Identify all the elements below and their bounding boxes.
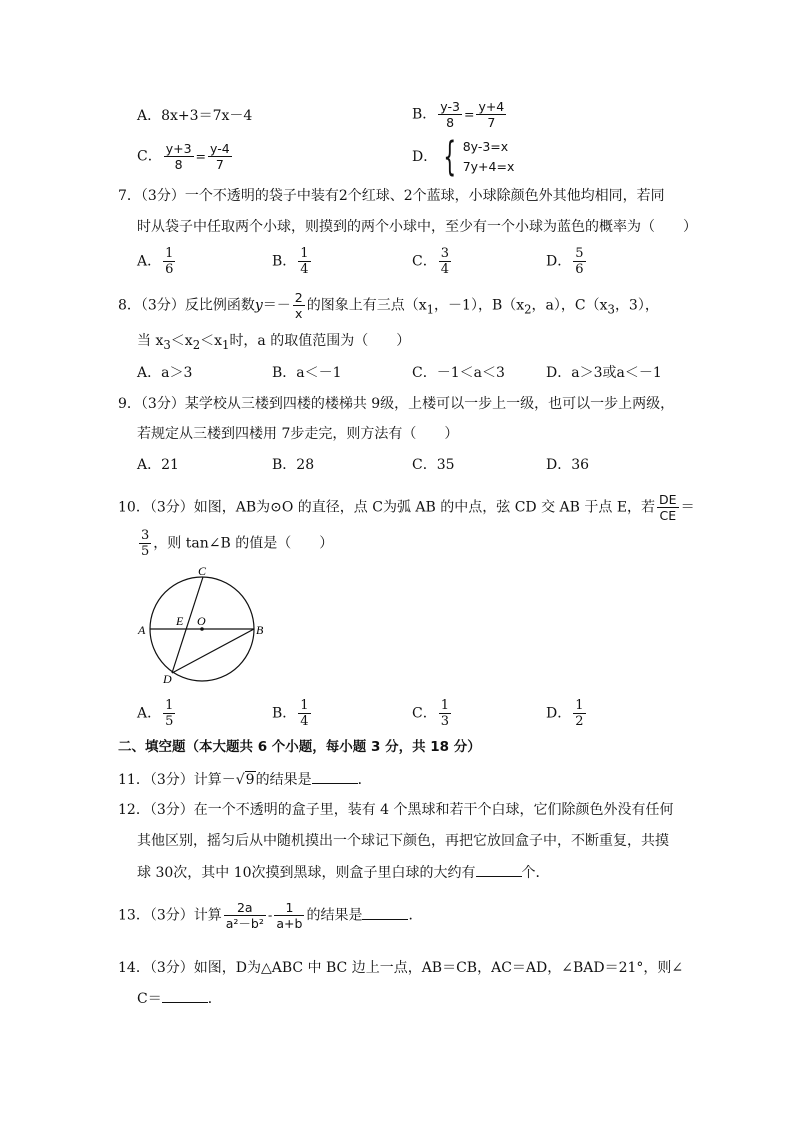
q14-line1: 14．（3分）如图，D为△ABC 中 BC 边上一点，AB＝CB，AC＝AD，∠BAD＝21°，则∠	[118, 960, 684, 976]
q10-line2: $\frac{3}{5}$ ，则 tan∠B 的值是（ ）	[141, 528, 334, 559]
fraction: $\frac{3}{5}$	[141, 528, 150, 559]
q9-option-c: C．35	[412, 457, 455, 473]
label-b: B	[256, 623, 264, 637]
q8-option-d: D．a＞3或a＜－1	[546, 365, 662, 381]
q8-option-a: A．a＞3	[137, 365, 193, 381]
q7-line2: 时从袋子中任取两个小球，则摸到的两个小球中，至少有一个小球为蓝色的概率为（ ）	[137, 219, 697, 235]
sqrt-radicand: 9	[245, 772, 255, 788]
fraction: $\frac{2}{x}$	[294, 290, 303, 321]
fraction: $\frac{1}{2}$	[575, 698, 584, 729]
answer-blank	[162, 988, 208, 1003]
label-o: O	[197, 614, 206, 628]
answer-blank	[476, 862, 522, 877]
answer-blank	[362, 905, 408, 920]
fraction: $\frac{y+3}{8}$	[165, 141, 192, 172]
q9-option-d: D．36	[546, 457, 590, 473]
q7-option-d: D． $\frac{5}{6}$	[546, 246, 584, 277]
fraction: $\frac{1}{4}$	[300, 246, 309, 277]
q6-option-c: C． $\frac{y+3}{8}$ = $\frac{y-4}{7}$	[137, 141, 230, 172]
q12-line2: 其他区别，摇匀后从中随机摸出一个球记下颜色，再把它放回盒子中，不断重复，共摸	[137, 833, 669, 849]
q10-line1: 10．（3分）如图，AB为⊙O 的直径，点 C为弧 AB 的中点，弦 CD 交 AB 于点 E，若 $\frac{DE}{CE}$ ＝	[118, 492, 695, 523]
q6-option-a: A．8x+3＝7x－4	[137, 108, 253, 124]
q7-option-a: A． $\frac{1}{6}$	[137, 246, 174, 277]
fraction: $\frac{1}{4}$	[300, 698, 309, 729]
fraction: $\frac{y+4}{7}$	[478, 99, 505, 130]
q9-option-a: A．21	[137, 457, 179, 473]
q10-option-c: C． $\frac{1}{3}$	[412, 698, 449, 729]
fraction: $\frac{1}{6}$	[165, 246, 174, 277]
label-a: A	[138, 623, 146, 637]
answer-blank	[312, 769, 358, 784]
fraction: $\frac{1}{a+b}$	[276, 900, 303, 931]
q7-option-c: C． $\frac{3}{4}$	[412, 246, 449, 277]
q6-option-b: B． $\frac{y-3}{8}$ = $\frac{y+4}{7}$	[412, 99, 505, 130]
brace-icon: {	[443, 134, 457, 180]
equation-system: 8y-3=x 7y+4=x	[462, 139, 515, 174]
q8-line1: 8．（3分）反比例函数y＝－ $\frac{2}{x}$ 的图象上有三点（$x_1$，－1），$B(x_2$，a），$C(x_3$，3），	[118, 290, 659, 321]
q8-option-c: C．－1＜a＜3	[412, 365, 505, 381]
section-heading: 二、填空题（本大题共 6 个小题，每小题 3 分，共 18 分）	[118, 739, 481, 755]
fraction: $\frac{2a}{\text{a²－b²}}$	[225, 900, 264, 931]
q13: 13．（3分）计算 $\frac{2a}{\text{a²－b²}}$ - $\frac{1}{a+b}$ 的结果是 ．	[118, 900, 423, 931]
label-d: D	[163, 672, 172, 686]
fraction: $\frac{y-3}{8}$	[440, 99, 460, 130]
q9-line1: 9．（3分）某学校从三楼到四楼的楼梯共 9级，上楼可以一步上一级，也可以一步上两级，	[118, 396, 675, 412]
q12-line1: 12．（3分）在一个不透明的盒子里，装有 4 个黑球和若干个白球，它们除颜色外没有任何	[118, 802, 674, 818]
label-e: E	[176, 614, 184, 628]
q7-option-b: B． $\frac{1}{4}$	[272, 246, 309, 277]
q10-option-b: B． $\frac{1}{4}$	[272, 698, 309, 729]
q10-geometry-figure	[135, 563, 270, 688]
q14-line2: C＝ ．	[137, 988, 222, 1009]
fraction: $\frac{y-4}{7}$	[210, 141, 230, 172]
fraction: $\frac{3}{4}$	[440, 246, 449, 277]
q9-line2: 若规定从三楼到四楼用 7步走完，则方法有（ ）	[137, 426, 459, 442]
q8-line2: 当 $x_3<x_2<x_1$时，a 的取值范围为（ ）	[137, 333, 411, 352]
fraction: $\frac{DE}{CE}$	[659, 492, 677, 523]
q9-option-b: B．28	[272, 457, 315, 473]
q6-option-d: D． { 8y-3=x 7y+4=x	[412, 134, 515, 180]
fraction: $\frac{5}{6}$	[575, 246, 584, 277]
fraction: $\frac{1}{3}$	[440, 698, 449, 729]
label-c: C	[198, 564, 207, 578]
q12-line3: 球 30次，其中 10次摸到黑球，则盒子里白球的大约有 个．	[137, 862, 550, 883]
q11: 11．（3分）计算－√9的结果是 ．	[118, 769, 372, 790]
q10-option-a: A． $\frac{1}{5}$	[137, 698, 174, 729]
fraction: $\frac{1}{5}$	[165, 698, 174, 729]
q7-line1: 7．（3分）一个不透明的袋子中装有2个红球、2个蓝球，小球除颜色外其他均相同，若同	[118, 188, 665, 204]
q10-option-d: D． $\frac{1}{2}$	[546, 698, 584, 729]
q8-option-b: B．a＜－1	[272, 365, 342, 381]
